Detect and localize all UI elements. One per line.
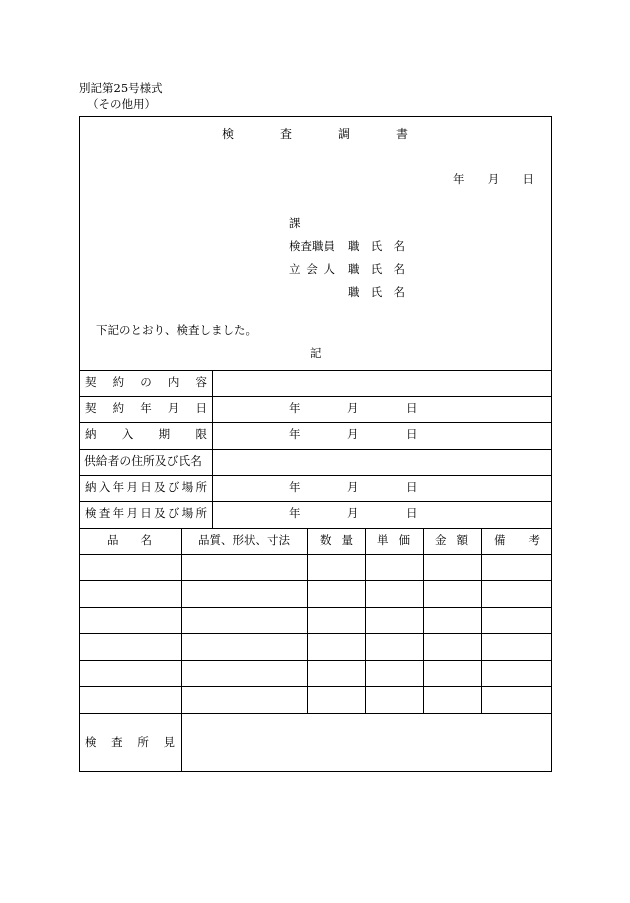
inspection-date-place-label: 検 査 年 月 日 及 び 場 所 xyxy=(85,506,207,520)
item-column-divider xyxy=(423,528,424,713)
info-column-divider xyxy=(212,370,213,528)
col-header-amount: 金 額 xyxy=(435,533,468,547)
col-header-unit-price: 単 価 xyxy=(377,533,410,547)
col-header-item-name: 品 名 xyxy=(107,533,152,547)
supplier-address-name-label: 供給者の住所及び氏名 xyxy=(84,454,202,468)
contract-date-month: 月 xyxy=(347,401,359,415)
item-column-divider xyxy=(365,528,366,713)
statement-text: 下記のとおり、検査しました。 xyxy=(96,323,257,337)
form-type: （その他用） xyxy=(87,97,156,111)
table-rule xyxy=(79,501,552,502)
table-rule xyxy=(79,449,552,450)
table-rule xyxy=(79,713,552,714)
delivery-date-place-label: 納 入 年 月 日 及 び 場 所 xyxy=(85,480,207,494)
item-column-divider xyxy=(181,528,182,772)
ki-heading: 記 xyxy=(310,346,322,360)
item-column-divider xyxy=(481,528,482,713)
title-char: 書 xyxy=(395,127,408,141)
witness-name-label: 職 氏 名 xyxy=(348,262,405,276)
delivery-deadline-label: 納 入 期 限 xyxy=(85,427,207,441)
inspection-month: 月 xyxy=(347,506,359,520)
section-label: 課 xyxy=(289,216,301,230)
col-header-quality: 品質、形状、寸法 xyxy=(198,533,290,547)
inspector-label: 検査職員 xyxy=(289,239,335,253)
inspection-findings-label: 検 査 所 見 xyxy=(85,735,175,749)
inspector-name-label: 職 氏 名 xyxy=(348,239,405,253)
delivery-year: 年 xyxy=(289,480,301,494)
item-column-divider xyxy=(307,528,308,713)
date-day-label: 日 xyxy=(522,172,534,186)
form-number: 別記第25号様式 xyxy=(79,81,163,95)
deadline-day: 日 xyxy=(406,427,418,441)
contract-date-label: 契 約 年 月 日 xyxy=(85,401,207,415)
title-char: 査 xyxy=(279,127,292,141)
date-month-label: 月 xyxy=(487,172,500,186)
table-rule xyxy=(79,396,552,397)
inspection-year: 年 xyxy=(289,506,301,520)
deadline-month: 月 xyxy=(347,427,359,441)
document-title xyxy=(222,128,408,140)
extra-name-label: 職 氏 名 xyxy=(348,285,405,299)
deadline-year: 年 xyxy=(289,427,301,441)
delivery-day: 日 xyxy=(406,480,418,494)
col-header-remarks: 備 考 xyxy=(494,533,540,547)
title-char: 検 xyxy=(222,127,235,141)
table-rule xyxy=(79,422,552,423)
inspection-day: 日 xyxy=(406,506,418,520)
date-year-label: 年 xyxy=(453,172,465,186)
title-char: 調 xyxy=(337,127,350,141)
col-header-quantity: 数 量 xyxy=(320,533,353,547)
contract-content-label: 契 約 の 内 容 xyxy=(85,375,207,389)
contract-date-day: 日 xyxy=(406,401,418,415)
table-rule xyxy=(79,370,552,371)
delivery-month: 月 xyxy=(347,480,359,494)
contract-date-year: 年 xyxy=(289,401,301,415)
table-rule xyxy=(79,475,552,476)
document-date xyxy=(453,174,534,186)
witness-label: 立 会 人 xyxy=(289,262,335,276)
